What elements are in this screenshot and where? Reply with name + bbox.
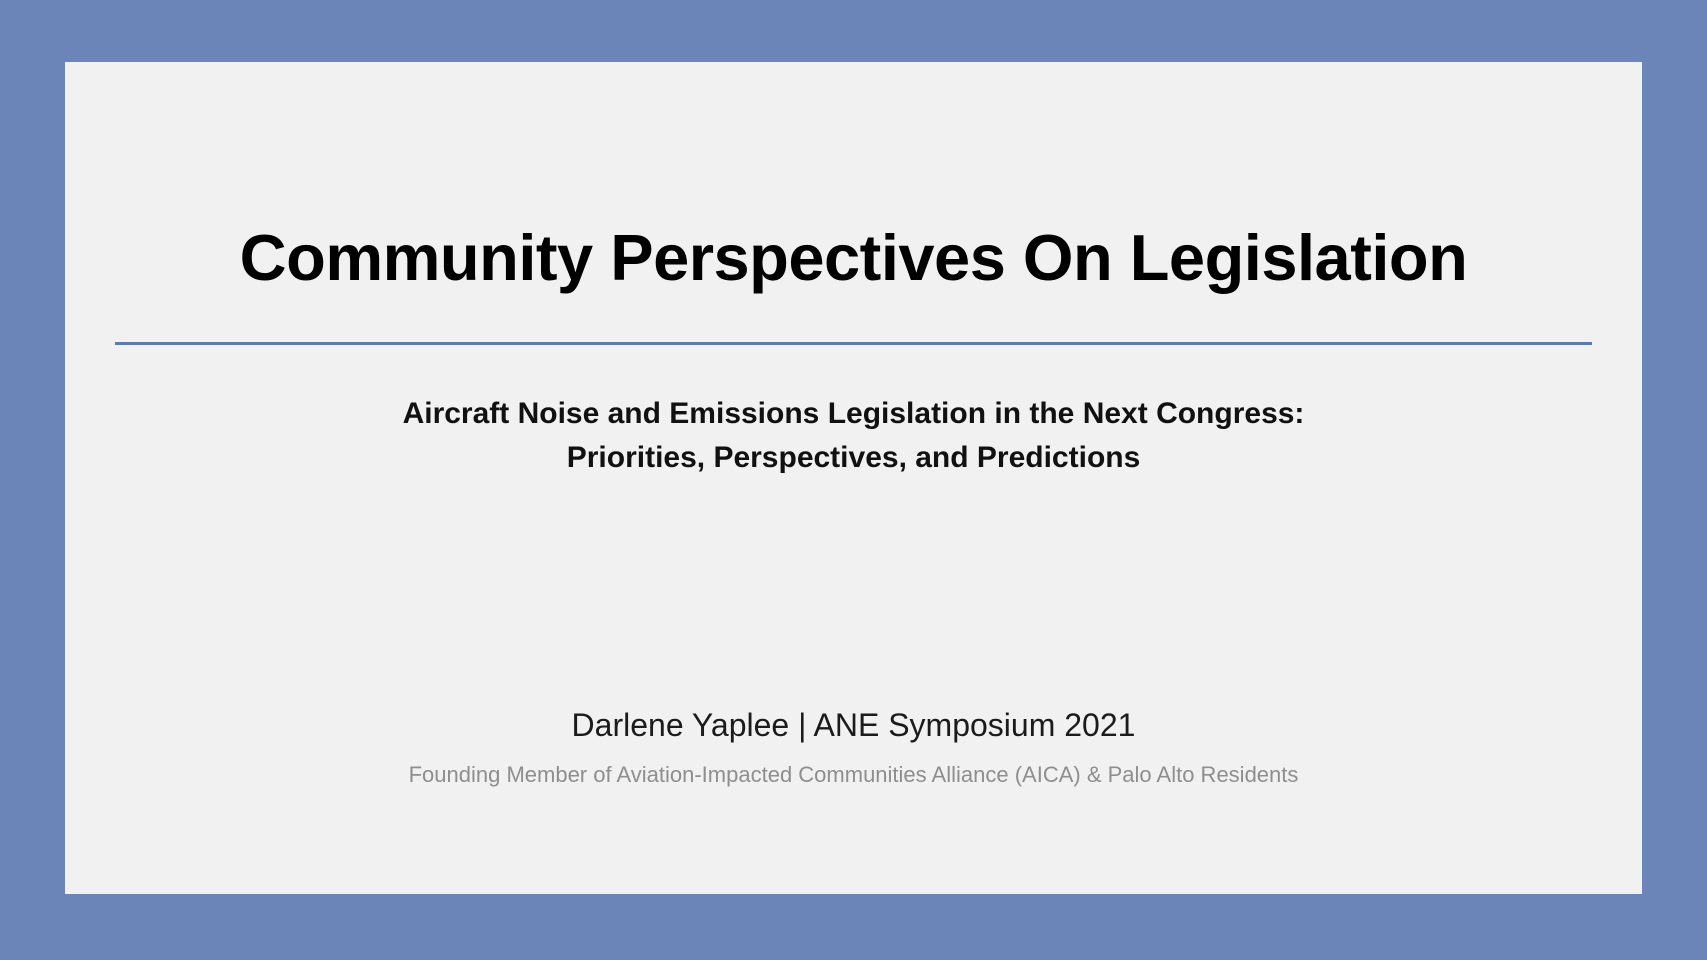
slide-panel xyxy=(65,62,1642,894)
slide-subtitle xyxy=(185,392,1522,479)
slide-content xyxy=(65,62,1642,894)
subtitle-line-2: Priorities, Perspectives, and Predictions xyxy=(566,440,1141,474)
presenter-affiliation: Founding Member of Aviation-Impacted Communities Alliance (AICA) & Palo Alto Residents xyxy=(408,762,1299,787)
presenter-credit: Darlene Yaplee | ANE Symposium 2021 xyxy=(571,707,1136,743)
subtitle-line-1: Aircraft Noise and Emissions Legislation in the Next Congress: xyxy=(402,397,1305,430)
page-title: Community Perspectives On Legislation xyxy=(239,221,1468,294)
title-divider xyxy=(115,342,1592,345)
